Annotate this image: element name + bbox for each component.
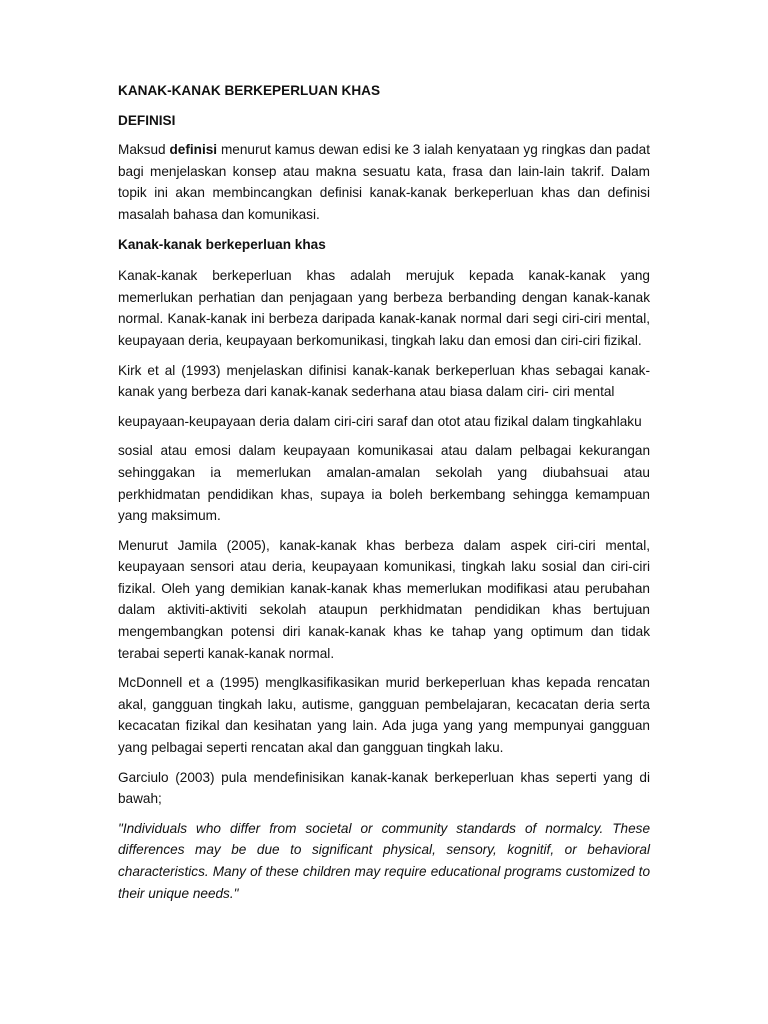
paragraph-definition-after: menurut kamus dewan edisi ke 3 ialah kenyataan yg ringkas dan padat bagi menjelaskan konsep atau makna sesuatu kata, frasa dan lain-lain takrif. Dalam topik ini akan membincangkan definisi kanak-kanak berkeperluan khas dan definisi masalah bahasa dan komunikasi. (118, 142, 650, 222)
section-heading: DEFINISI (118, 112, 176, 128)
paragraph-3: Kirk et al (1993) menjelaskan difinisi kanak-kanak berkeperluan khas sebagai kanak-kanak yang berbeza dari kanak-kanak sederhana atau biasa dalam ciri- ciri mental (118, 362, 650, 400)
subheading: Kanak-kanak berkeperluan khas (118, 236, 326, 252)
paragraph-definition-before: Maksud (118, 142, 170, 158)
paragraph-definition-bold: definisi (169, 142, 218, 158)
document-title: KANAK-KANAK BERKEPERLUAN KHAS (118, 83, 381, 98)
paragraph-5: sosial atau emosi dalam keupayaan komunikasai atau dalam pelbagai kekurangan sehinggakan ia memerlukan amalan-amalan sekolah yang diubahsuai atau perkhidmatan pendidikan khas, supaya ia boleh berkembang sehingga kemampuan yang maksimum. (118, 443, 650, 524)
document-page (118, 80, 650, 912)
paragraph-2: Kanak-kanak berkeperluan khas adalah merujuk kepada kanak-kanak yang memerlukan perhatian dan penjagaan yang berbeza berbanding dengan kanak-kanak normal. Kanak-kanak ini berbeza daripada kanak-kanak normal dari segi ciri-ciri mental, keupayaan deria, keupayaan berkomunikasi, tingkah laku dan emosi dan ciri-ciri fizikal. (118, 268, 650, 348)
paragraph-4: keupayaan-keupayaan deria dalam ciri-ciri saraf dan otot atau fizikal dalam tingkahlaku (118, 413, 642, 429)
paragraph-7: McDonnell et a (1995) menglkasifikasikan murid berkeperluan khas kepada rencatan akal, gangguan tingkah laku, autisme, gangguan pembelajaran, kecacatan deria serta kecacatan fizikal dan kesihatan yang lain. Ada juga yang yang mempunyai gangguan yang pelbagai seperti rencatan akal dan gangguan tingkah laku. (118, 675, 650, 756)
quote-paragraph: "Individuals who differ from societal or community standards of normalcy. These differences may be due to significant physical, sensory, kognitif, or behavioral characteristics. Many of these children may require educational programs customized to their unique needs." (118, 820, 650, 901)
paragraph-definition (118, 139, 650, 225)
paragraph-8: Garciulo (2003) pula mendefinisikan kanak-kanak berkeperluan khas seperti yang di bawah; (118, 769, 650, 807)
paragraph-6: Menurut Jamila (2005), kanak-kanak khas berbeza dalam aspek ciri-ciri mental, keupayaan sensori atau deria, keupayaan komunikasi, tingkah laku sosial dan ciri-ciri fizikal. Oleh yang demikian kanak-kanak khas memerlukan modifikasi atau perubahan dalam aktiviti-aktiviti sekolah ataupun perkhidmatan pendidikan khas bertujuan mengembangkan potensi diri kanak-kanak khas ke tahap yang optimum dan tidak terabai seperti kanak-kanak normal. (118, 537, 650, 661)
